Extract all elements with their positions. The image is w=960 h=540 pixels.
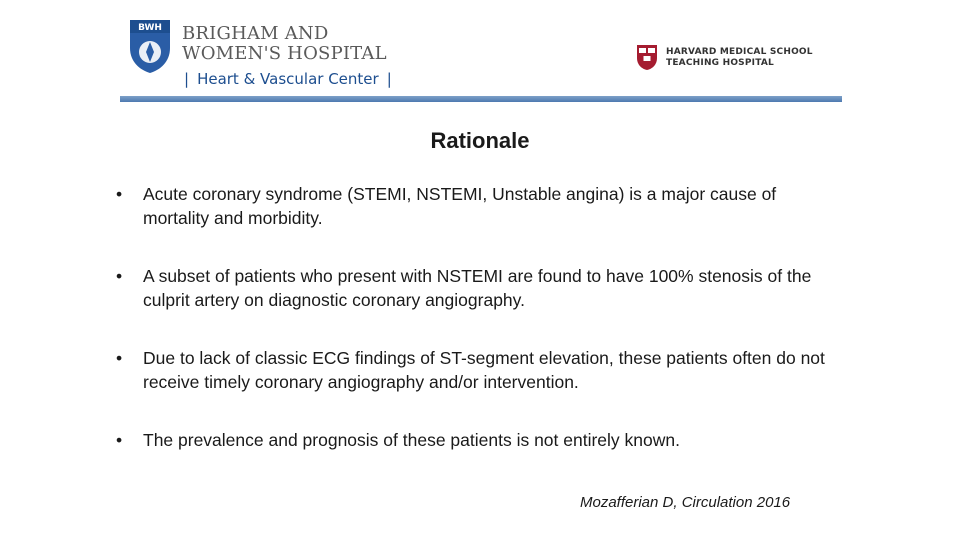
hms-logo: [636, 44, 826, 74]
bullet-item: • Acute coronary syndrome (STEMI, NSTEMI, Unstable angina) is a major cause of mortality and morbidity.: [112, 182, 832, 230]
bullet-item: • The prevalence and prognosis of these patients is not entirely known.: [112, 428, 832, 452]
divider: |: [184, 70, 190, 88]
hms-line1: HARVARD MEDICAL SCHOOL: [666, 47, 813, 57]
bwh-name: [182, 24, 387, 64]
divider: |: [386, 70, 392, 88]
bwh-shield-icon: [128, 18, 172, 74]
bwh-name-line1: BRIGHAM AND: [182, 23, 329, 44]
bullet-item: • A subset of patients who present with NSTEMI are found to have 100% stenosis of the culprit artery on diagnostic coronary angiography.: [112, 264, 832, 312]
department-line: [176, 70, 400, 88]
bullet-list: [112, 182, 832, 486]
harvard-shield-icon: [636, 44, 658, 71]
bwh-logo: [128, 18, 398, 96]
department-name: Heart & Vascular Center: [197, 70, 379, 88]
hms-line2: TEACHING HOSPITAL: [666, 58, 774, 68]
bullet-item: • Due to lack of classic ECG findings of ST-segment elevation, these patients often do not receive timely coronary angiography and/or intervention.: [112, 346, 832, 394]
bwh-shield-text: BWH: [138, 23, 162, 33]
header-rule: [120, 96, 842, 102]
hms-text: [666, 47, 813, 69]
slide-title: Rationale: [430, 128, 530, 153]
citation: Mozafferian D, Circulation 2016: [580, 494, 791, 511]
bwh-name-line2: WOMEN'S HOSPITAL: [182, 43, 387, 64]
